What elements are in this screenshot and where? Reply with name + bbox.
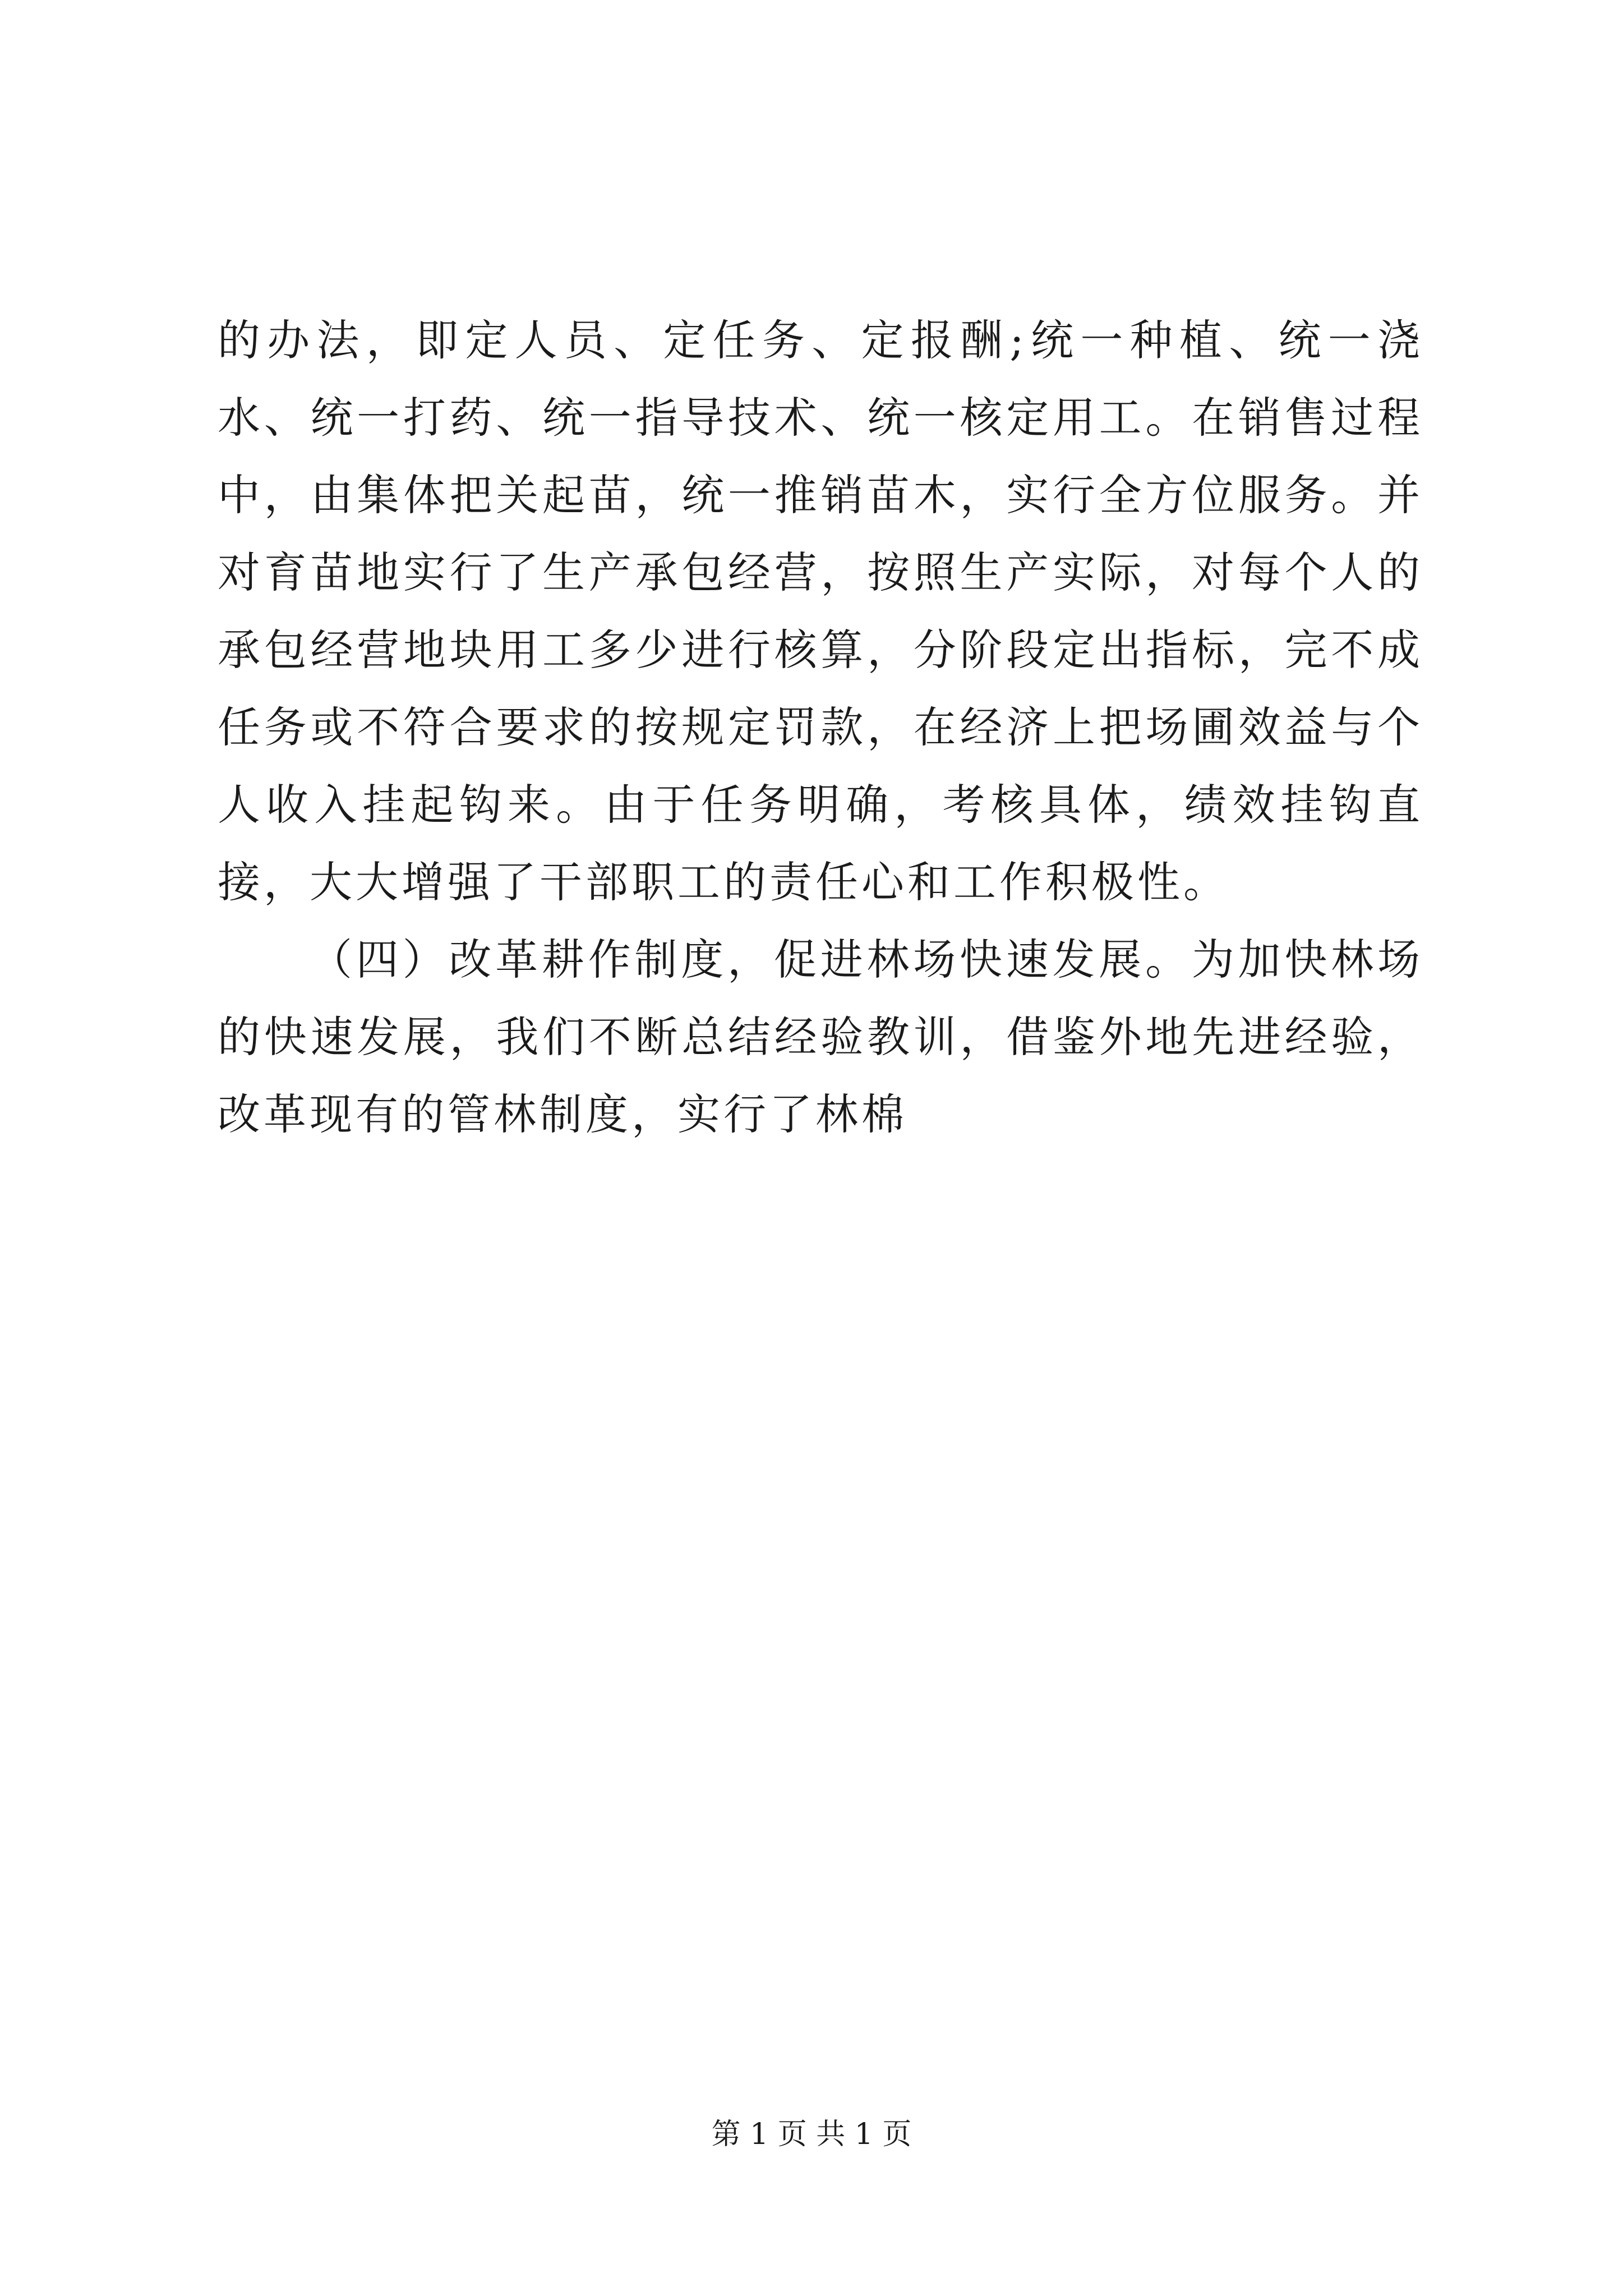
paragraph-section-4: （四）改革耕作制度，促进林场快速发展。为加快林场的快速发展，我们不断总结经验教训，借鉴外地先进经验，改革现有的管林制度，实行了林棉	[218, 935, 1423, 1139]
document-body	[218, 302, 1423, 1153]
paragraph-continuation: 的办法，即定人员、定任务、定报酬;统一种植、统一浇水、统一打药、统一指导技术、统一核定用工。在销售过程中，由集体把关起苗，统一推销苗木，实行全方位服务。并对育苗地实行了生产承包经营，按照生产实际，对每个人的承包经营地块用工多少进行核算，分阶段定出指标，完不成任务或不符合要求的按规定罚款，在经济上把场圃效益与个人收入挂起钩来。由于任务明确，考核具体，绩效挂钩直接，大大增强了干部职工的责任心和工作积极性。	[218, 315, 1423, 907]
page-footer: 第 1 页 共 1 页	[711, 2118, 912, 2151]
